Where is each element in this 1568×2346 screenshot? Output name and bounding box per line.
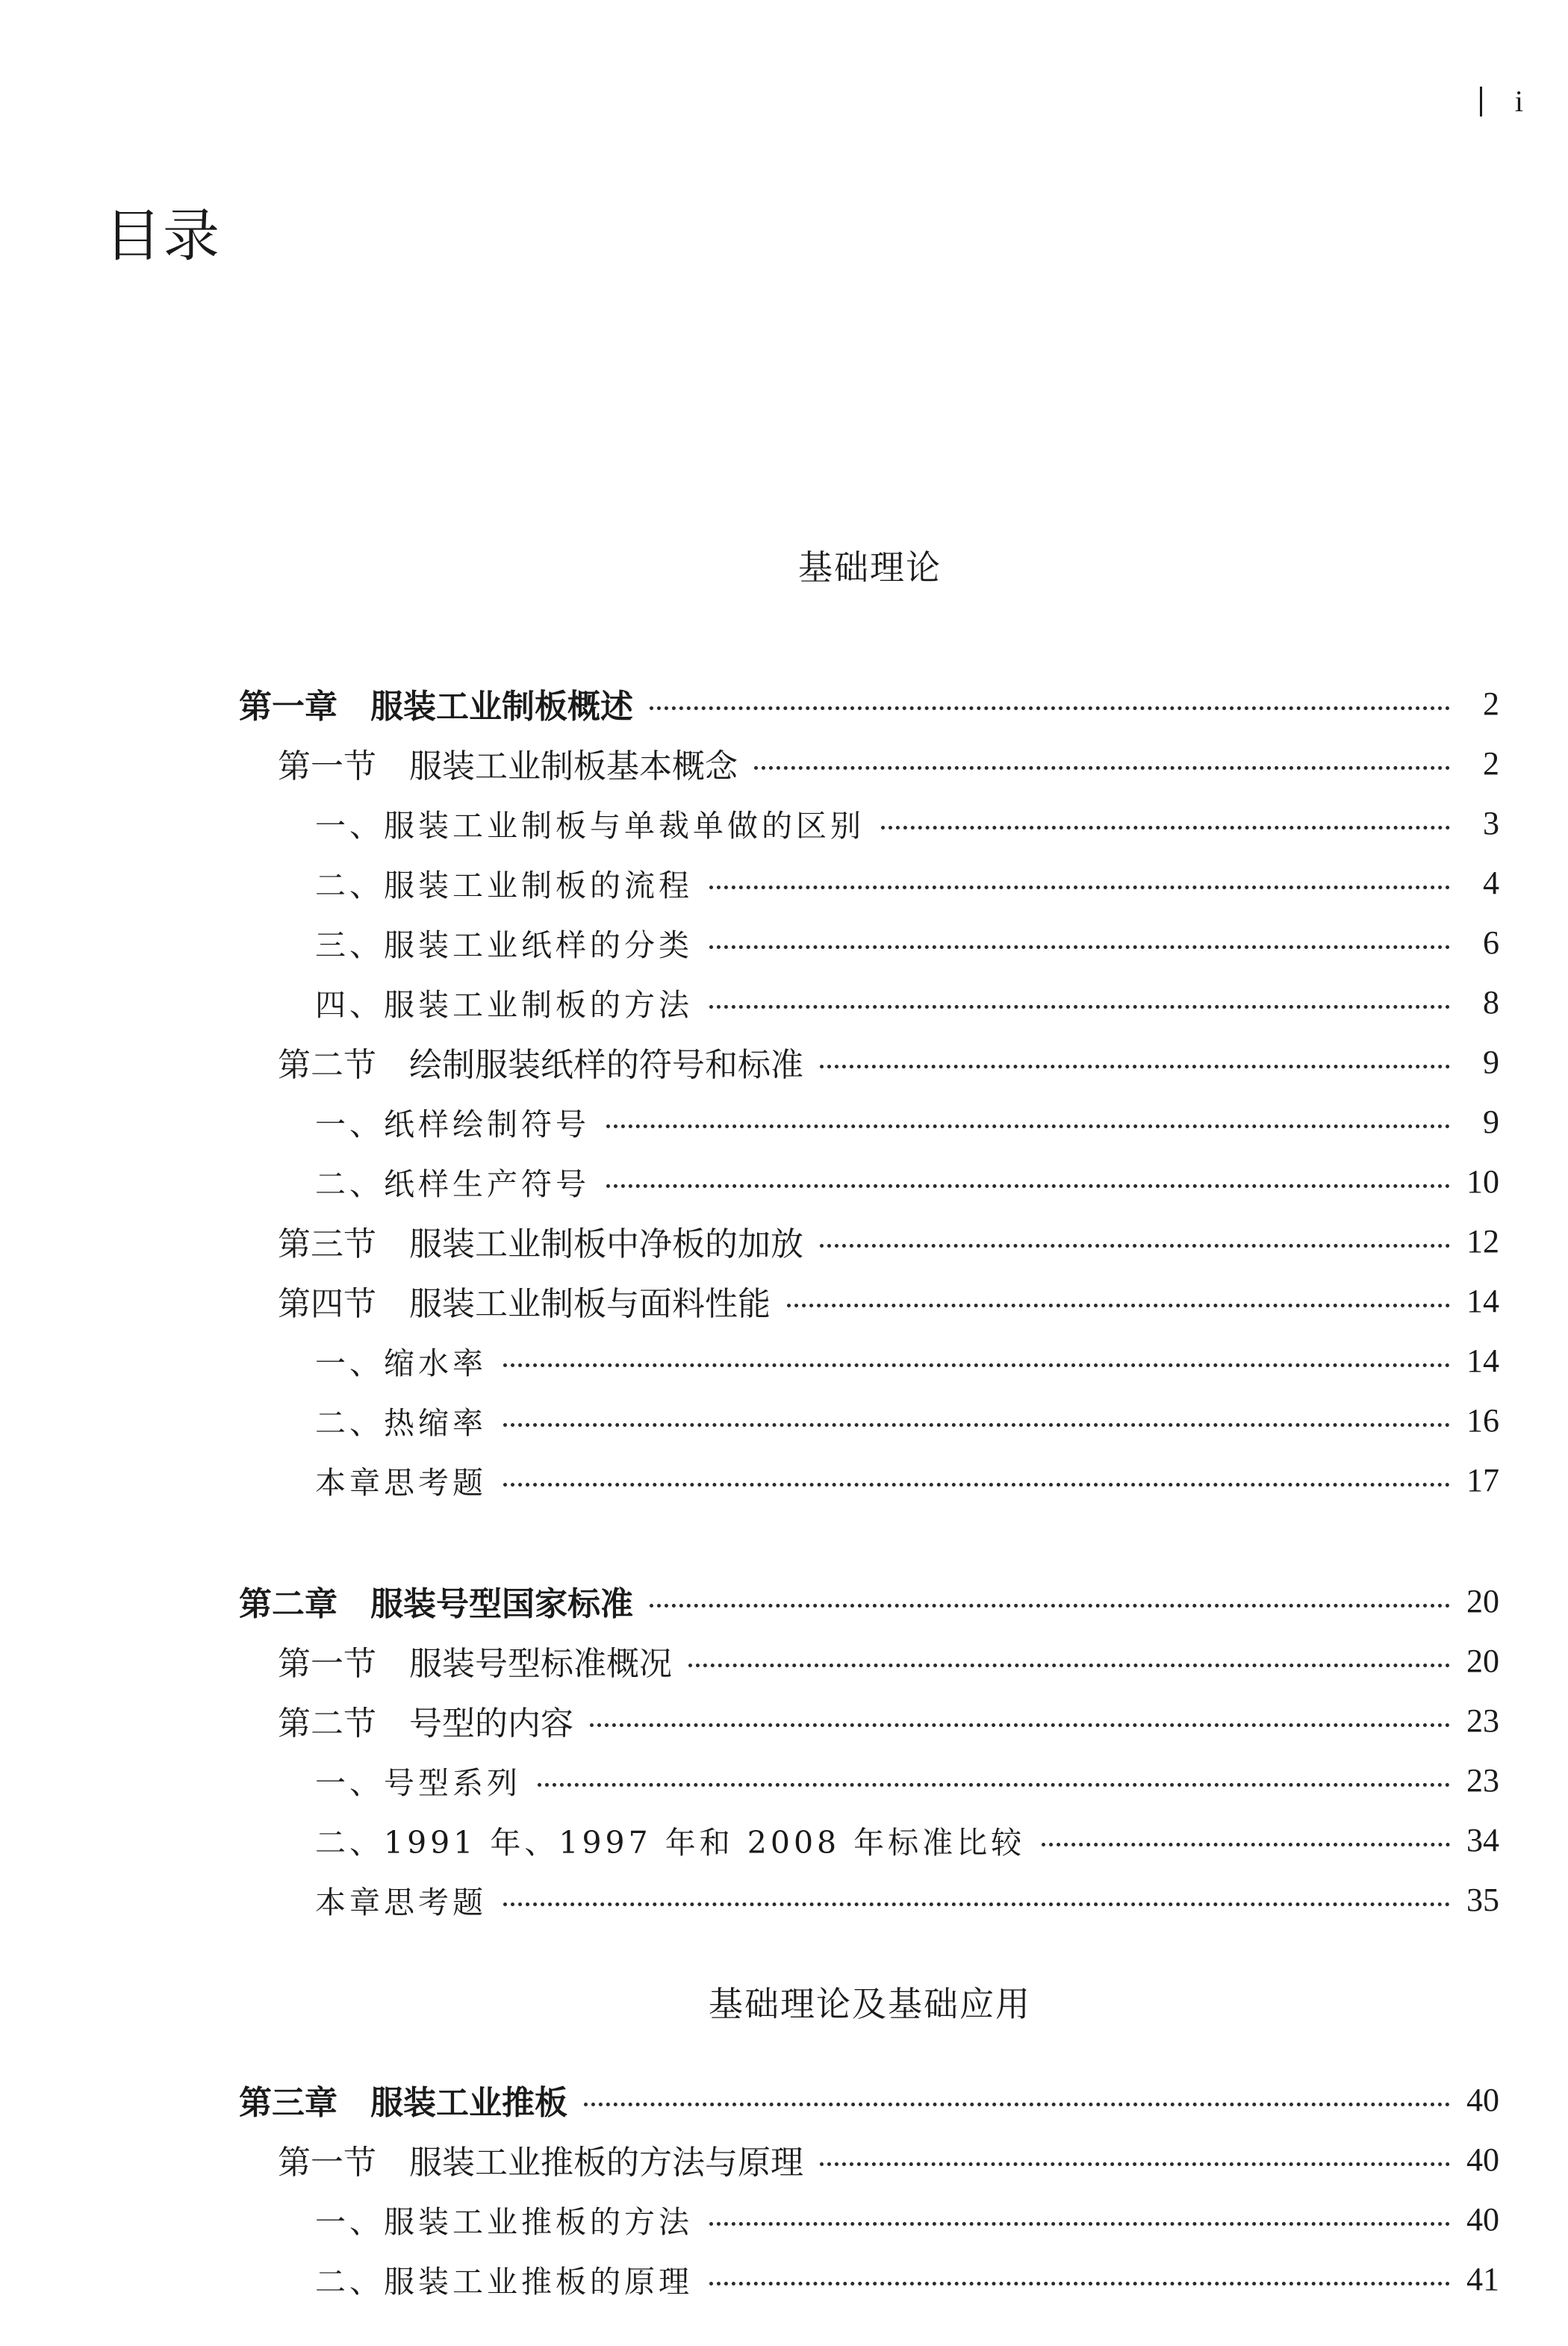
toc-entry-title: 第四节 服装工业制板与面料性能 bbox=[278, 1285, 771, 1323]
toc-page-number: 16 bbox=[1466, 1401, 1499, 1439]
toc-page-number: 2 bbox=[1483, 744, 1499, 782]
toc-page-number: 34 bbox=[1466, 1821, 1499, 1858]
toc-section-entry[interactable] bbox=[239, 1211, 1499, 1271]
toc-section-entry[interactable] bbox=[239, 1631, 1499, 1690]
toc-section-entry[interactable] bbox=[239, 2129, 1499, 2189]
toc-page-number: 2 bbox=[1483, 685, 1499, 722]
dot-leader bbox=[503, 1363, 1450, 1367]
toc-entry-title: 第一节 服装工业制板基本概念 bbox=[278, 747, 738, 785]
toc-entry-title: 二、1991 年、1997 年和 2008 年标准比较 bbox=[315, 1824, 1026, 1861]
toc-section-entry[interactable] bbox=[239, 1271, 1499, 1331]
toc-subsection-entry[interactable] bbox=[239, 2249, 1499, 2309]
dot-leader bbox=[709, 886, 1450, 889]
toc-subsection-entry[interactable] bbox=[239, 1810, 1499, 1870]
toc-list bbox=[239, 2070, 1499, 2309]
toc-page-number: 9 bbox=[1483, 1103, 1499, 1140]
dot-leader bbox=[709, 945, 1450, 949]
toc-subsection-entry[interactable] bbox=[239, 1331, 1499, 1390]
toc-entry-title: 第三节 服装工业制板中净板的加放 bbox=[278, 1225, 803, 1263]
toc-list bbox=[239, 673, 1499, 1929]
dot-leader bbox=[503, 1902, 1450, 1906]
dot-leader bbox=[606, 1184, 1450, 1188]
toc-entry-title: 第一节 服装号型标准概况 bbox=[278, 1645, 672, 1683]
dot-leader bbox=[1042, 1843, 1450, 1846]
toc-subsection-entry[interactable] bbox=[239, 1450, 1499, 1510]
toc-entry-title: 本章思考题 bbox=[315, 1884, 487, 1920]
toc-page-number: 23 bbox=[1466, 1702, 1499, 1739]
toc-page-number: 40 bbox=[1466, 2200, 1499, 2238]
toc-entry-title: 二、热缩率 bbox=[315, 1404, 487, 1441]
toc-page-number: 14 bbox=[1466, 1282, 1499, 1319]
dot-leader bbox=[754, 766, 1450, 770]
toc-entry-title: 三、服装工业纸样的分类 bbox=[315, 927, 693, 963]
toc-page-number: 17 bbox=[1466, 1461, 1499, 1499]
toc-entry-title: 二、服装工业制板的流程 bbox=[315, 867, 693, 903]
dot-leader bbox=[584, 2103, 1450, 2106]
toc-subsection-entry[interactable] bbox=[239, 1870, 1499, 1929]
toc-chapter-entry[interactable] bbox=[239, 2070, 1499, 2129]
toc-page-number: 14 bbox=[1466, 1342, 1499, 1379]
toc-section-entry[interactable] bbox=[239, 1690, 1499, 1750]
dot-leader bbox=[820, 2162, 1450, 2166]
page-header bbox=[1480, 84, 1523, 119]
toc-subsection-entry[interactable] bbox=[239, 1151, 1499, 1211]
toc-entry-title: 一、缩水率 bbox=[315, 1345, 487, 1381]
toc-page-number: 9 bbox=[1483, 1043, 1499, 1080]
toc-section-entry[interactable] bbox=[239, 733, 1499, 793]
toc-entry-title: 四、服装工业制板的方法 bbox=[315, 986, 693, 1023]
toc-page-number: 40 bbox=[1466, 2141, 1499, 2178]
toc-subsection-entry[interactable] bbox=[239, 2189, 1499, 2249]
dot-leader bbox=[590, 1723, 1450, 1727]
toc-entry-title: 第三章 服装工业推板 bbox=[239, 2084, 567, 2122]
toc-entry-title: 第二章 服装号型国家标准 bbox=[239, 1585, 633, 1623]
toc-subsection-entry[interactable] bbox=[239, 1750, 1499, 1810]
toc-subsection-entry[interactable] bbox=[239, 972, 1499, 1032]
toc-subsection-entry[interactable] bbox=[239, 1390, 1499, 1450]
toc-page-number: 6 bbox=[1483, 924, 1499, 961]
dot-leader bbox=[650, 1604, 1450, 1608]
dot-leader bbox=[688, 1664, 1450, 1667]
toc-entry-title: 二、服装工业推板的原理 bbox=[315, 2263, 693, 2300]
toc-page-number: 8 bbox=[1483, 983, 1499, 1021]
dot-leader bbox=[538, 1783, 1450, 1787]
toc-subsection-entry[interactable] bbox=[239, 853, 1499, 912]
part-heading: 基础理论 bbox=[798, 547, 942, 588]
header-rule bbox=[1480, 87, 1482, 116]
toc-entry-title: 第一章 服装工业制板概述 bbox=[239, 688, 633, 726]
toc-section-entry[interactable] bbox=[239, 1032, 1499, 1092]
toc-entry-title: 第二节 号型的内容 bbox=[278, 1705, 573, 1743]
dot-leader bbox=[709, 1005, 1450, 1009]
toc-subsection-entry[interactable] bbox=[239, 1092, 1499, 1151]
dot-leader bbox=[650, 706, 1450, 710]
dot-leader bbox=[820, 1244, 1450, 1248]
toc-entry-title: 一、纸样绘制符号 bbox=[315, 1106, 590, 1142]
part-heading: 基础理论及基础应用 bbox=[709, 1984, 1031, 2024]
page-title: 目录 bbox=[105, 202, 221, 269]
toc-chapter-entry[interactable] bbox=[239, 1571, 1499, 1631]
dot-leader bbox=[503, 1483, 1450, 1487]
toc-page-number: 40 bbox=[1466, 2081, 1499, 2118]
dot-leader bbox=[503, 1423, 1450, 1427]
toc-chapter-entry[interactable] bbox=[239, 673, 1499, 733]
toc-page-number: 10 bbox=[1466, 1163, 1499, 1200]
toc-entry-title: 一、服装工业推板的方法 bbox=[315, 2203, 693, 2240]
toc-page-number: 35 bbox=[1466, 1881, 1499, 1918]
dot-leader bbox=[709, 2222, 1450, 2226]
toc-page-number: 20 bbox=[1466, 1582, 1499, 1620]
toc-page-number: 20 bbox=[1466, 1642, 1499, 1679]
dot-leader bbox=[820, 1065, 1450, 1068]
toc-page-number: 3 bbox=[1483, 804, 1499, 841]
dot-leader bbox=[787, 1304, 1450, 1307]
toc-page-number: 4 bbox=[1483, 864, 1499, 901]
toc-page-number: 23 bbox=[1466, 1761, 1499, 1799]
toc-entry-title: 二、纸样生产符号 bbox=[315, 1166, 590, 1202]
toc-entry-title: 本章思考题 bbox=[315, 1464, 487, 1501]
toc-subsection-entry[interactable] bbox=[239, 912, 1499, 972]
toc-entry-title: 第一节 服装工业推板的方法与原理 bbox=[278, 2144, 803, 2182]
dot-leader bbox=[881, 826, 1450, 830]
toc-entry-title: 第二节 绘制服装纸样的符号和标准 bbox=[278, 1046, 803, 1084]
toc-entry-title: 一、服装工业制板与单裁单做的区别 bbox=[315, 807, 865, 844]
toc-page-number: 41 bbox=[1466, 2260, 1499, 2297]
dot-leader bbox=[606, 1124, 1450, 1128]
toc-page-number: 12 bbox=[1466, 1222, 1499, 1260]
page-number: i bbox=[1514, 84, 1523, 118]
dot-leader bbox=[709, 2282, 1450, 2286]
toc-entry-title: 一、号型系列 bbox=[315, 1764, 521, 1801]
toc-subsection-entry[interactable] bbox=[239, 793, 1499, 853]
